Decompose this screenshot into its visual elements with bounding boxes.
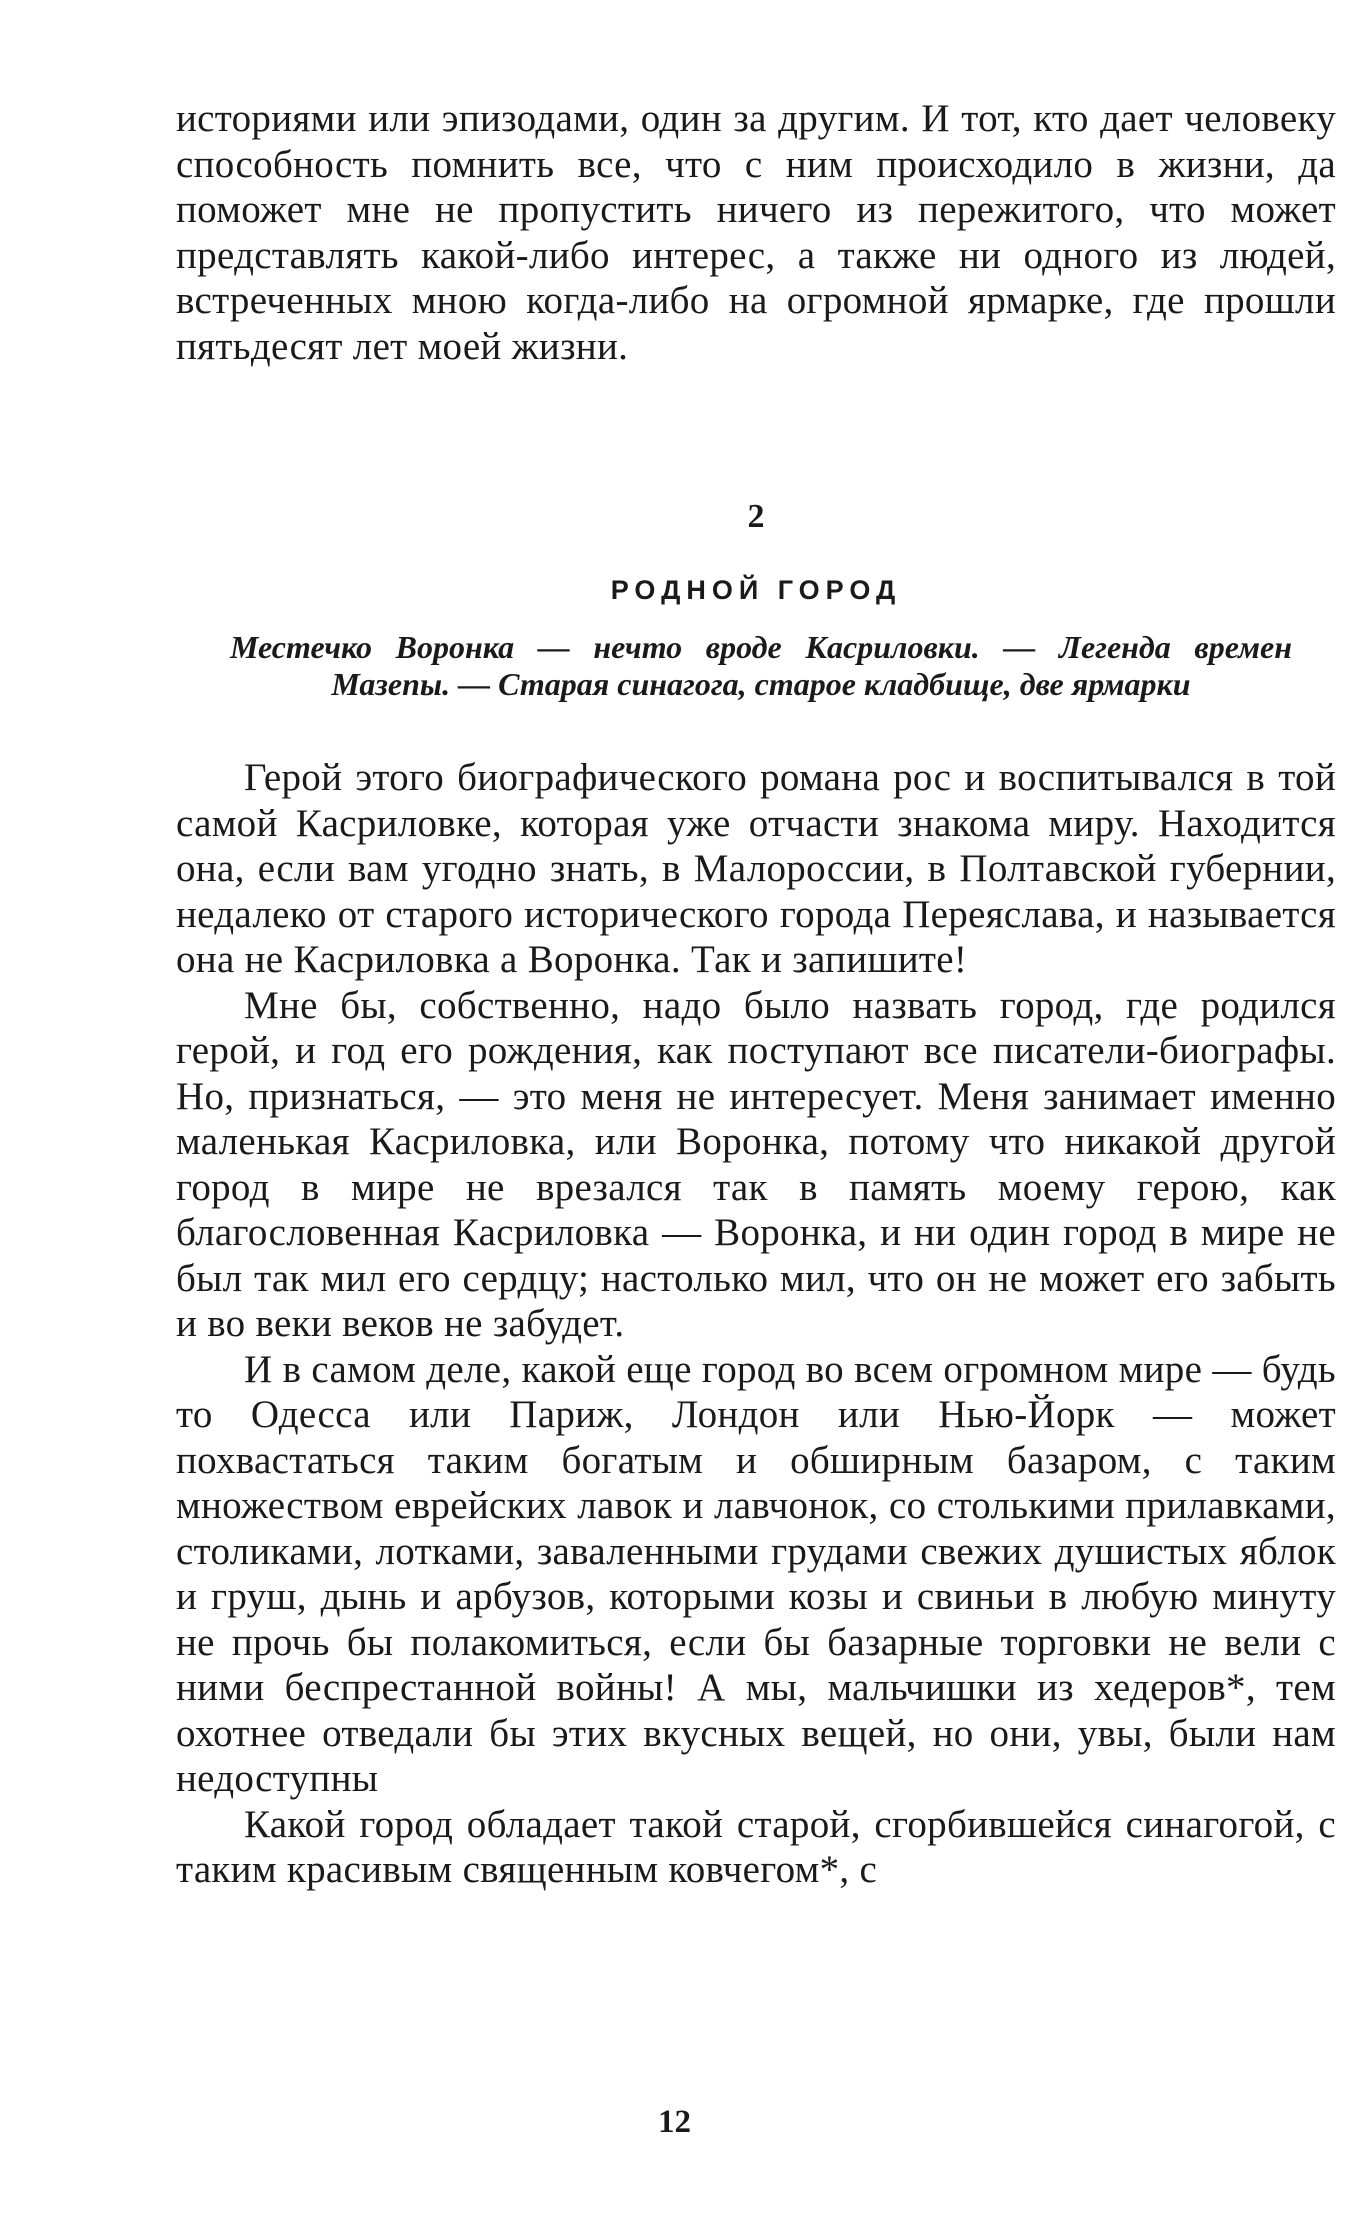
chapter-number: 2	[747, 498, 765, 535]
chapter-title: РОДНОЙ ГОРОД	[610, 575, 902, 605]
body-paragraph: Какой город обладает такой старой, сгорбившейся синагогой, с таким красивым священным ковчегом*, с	[176, 1802, 1336, 1891]
page-number: 12	[658, 2104, 691, 2140]
body-paragraph: Мне бы, собственно, надо было назвать город, где родился герой, и год его рождения, как поступают все писатели-биографы. Но, признаться, — это меня не интересует. Меня занимает именно маленькая Касриловка, или Воронка, потому что никакой другой город в мире не врезался так в память моему герою, как благословенная Касриловка — Воронка, и ни один город в мире не был так мил его сердцу; настолько мил, что он не может его забыть и во веки веков не забудет.	[176, 983, 1336, 1345]
opening-paragraph: историями или эпизодами, один за другим. И тот, кто дает человеку способность помнить все, что с ним происходило в жизни, да поможет мне не пропустить ничего из пережитого, что может представлять какой-либо интерес, а также ни одного из людей, встреченных мною когда-либо на огромной ярмарке, где прошли пятьдесят лет моей жизни.	[176, 97, 1336, 368]
chapter-body	[176, 755, 1336, 1893]
body-paragraph: Герой этого биографического романа рос и воспитывался в той самой Касриловке, которая уже отчасти знакома миру. Находится она, если вам угодно знать, в Малороссии, в Полтавской губернии, недалеко от старого исторического города Переяслава, и называется она не Касриловка а Воронка. Так и запишите!	[176, 756, 1336, 981]
body-paragraph: И в самом деле, какой еще город во всем огромном мире — будь то Одесса или Париж, Лондон или Нью-Йорк — может похвастаться таким богатым и обширным базаром, с таким множеством еврейских лавок и лавчонок, со столькими прилавками, столиками, лотками, заваленными грудами свежих душистых яблок и груш, дынь и арбузов, которыми козы и свиньи в любую минуту не прочь бы полакомиться, если бы базарные торговки не вели с ними беспрестанной войны! А мы, мальчишки из хедеров*, тем охотнее отведали бы этих вкусных вещей, но они, увы, были нам недоступны	[176, 1347, 1336, 1800]
book-page	[176, 96, 1336, 1893]
chapter-summary: Местечко Воронка — нечто вроде Касриловки. — Легенда времен Мазепы. — Старая синагога, старое кладбище, две ярмарки	[230, 629, 1292, 702]
